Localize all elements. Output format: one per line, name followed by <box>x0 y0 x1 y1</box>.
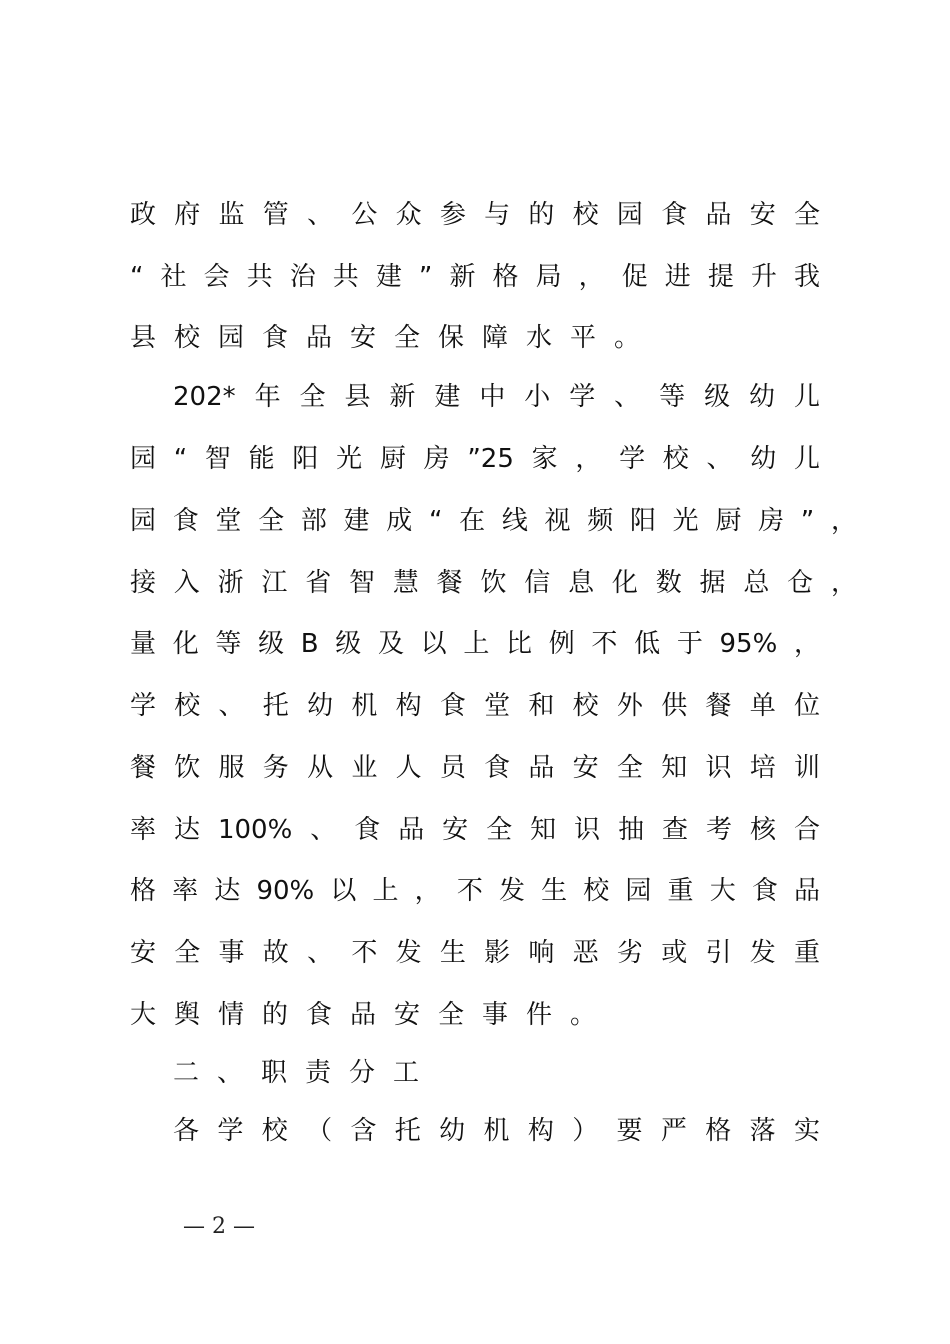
text-line: 大舆情的食品安全事件。 <box>130 1000 615 1030</box>
text-line: 园“智能阳光厨房”25家，学校、幼儿 <box>130 444 820 474</box>
page-number: — 2 — <box>183 1214 255 1239</box>
text-line: 率达100%、食品安全知识抽查考核合 <box>130 815 820 845</box>
text-line: 接入浙江省智慧餐饮信息化数据总仓， <box>130 568 857 598</box>
text-line: “社会共治共建”新格局，促进提升我 <box>130 262 820 292</box>
text-line: 餐饮服务从业人员食品安全知识培训 <box>130 753 820 783</box>
text-line: 格率达90%以上，不发生校园重大食品 <box>130 876 820 906</box>
text-line: 各学校（含托幼机构）要严格落实 <box>173 1116 820 1146</box>
text-line: 县校园食品安全保障水平。 <box>130 323 659 353</box>
text-line: 园食堂全部建成“在线视频阳光厨房”， <box>130 506 857 536</box>
text-line: 202*年全县新建中小学、等级幼儿 <box>173 382 820 412</box>
text-line: 量化等级B级及以上比例不低于95%， <box>130 629 820 659</box>
text-line: 学校、托幼机构食堂和校外供餐单位 <box>130 691 820 721</box>
text-line: 安全事故、不发生影响恶劣或引发重 <box>130 938 820 968</box>
section-heading: 二、职责分工 <box>173 1058 438 1088</box>
text-line: 政府监管、公众参与的校园食品安全 <box>130 200 820 230</box>
